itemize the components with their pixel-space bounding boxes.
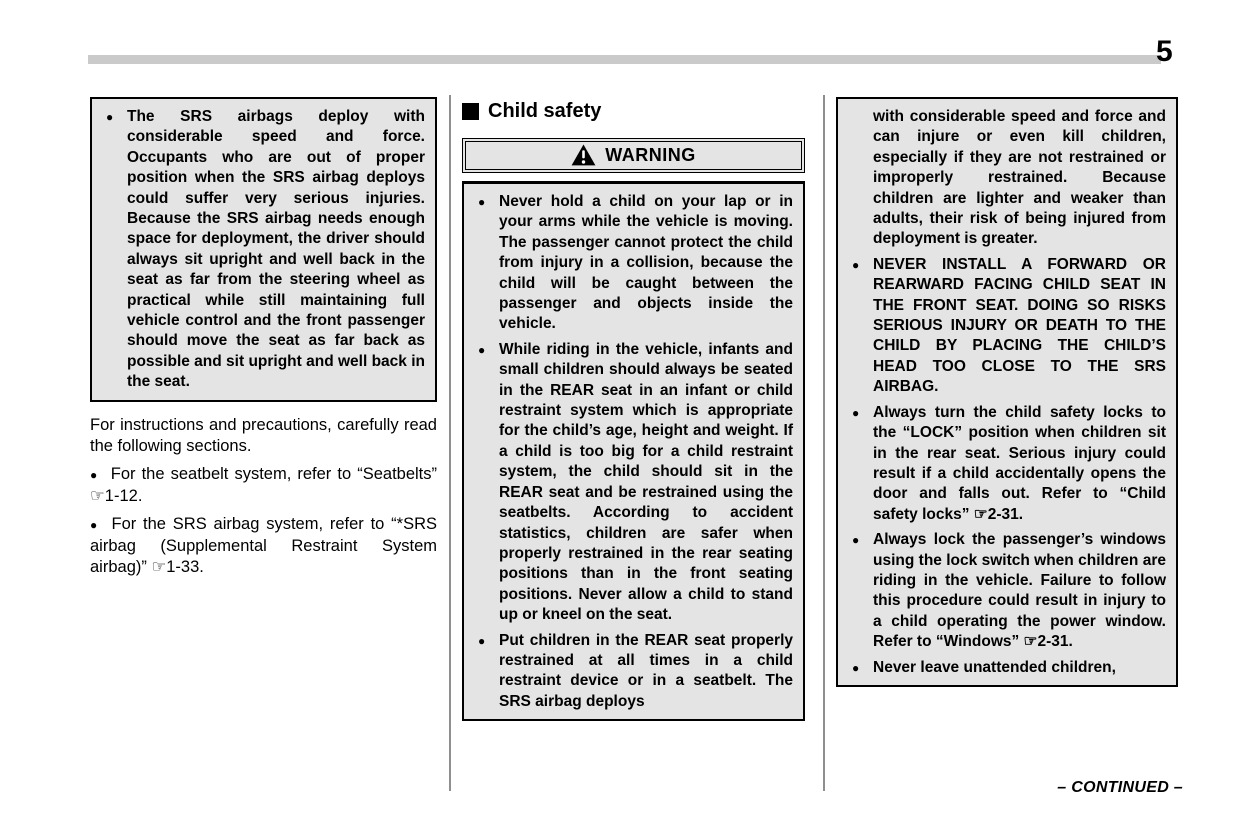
left-column	[90, 97, 437, 578]
middle-column	[462, 97, 805, 721]
warning-text: with considerable speed and force and can injure or even kill children, especially if they are not restrained or improperly restrained. Because children are lighter and weaker than adults, their risk of being injured from deployment is greater.	[873, 108, 1166, 248]
page-number: 5	[1156, 35, 1173, 68]
warning-text: Never leave unattended children,	[873, 658, 1116, 676]
continued-label: – CONTINUED –	[1057, 779, 1183, 796]
section-square-icon	[462, 103, 479, 120]
intro-text: For instructions and precautions, carefully read the following sections.	[90, 415, 437, 455]
warning-header	[462, 138, 805, 173]
bullet-icon	[90, 465, 111, 483]
section-title: Child safety	[488, 99, 602, 122]
bullet-icon	[846, 658, 873, 678]
caution-text: The SRS airbags deploy with considerable speed and force. Occupants who are out of proper position when the SRS airbag deploys could suffer very serious injuries. Because the SRS airbag needs enough space for deployment, the driver should always sit upright and well back in the seat as far from the steering wheel as practical while still maintaining full vehicle control and the front passenger should move the seat as far back as possible and sit upright and well back in the seat.	[127, 108, 425, 391]
reference-item-srs-airbag	[90, 514, 437, 578]
bullet-icon	[472, 340, 499, 626]
reference-text: For the seatbelt system, refer to “Seatbelts” ☞1-12.	[90, 464, 438, 505]
warning-box	[462, 181, 805, 721]
warning-text: Always turn the child safety locks to the “LOCK” position when children sit in the rear seat. Serious injury could result if a child accidentally opens the door and falls out. Refer to “Child safety locks” ☞2-31.	[873, 403, 1166, 523]
bullet-icon	[90, 515, 111, 533]
bullet-icon	[472, 192, 499, 335]
warning-text: While riding in the vehicle, infants and small children should always be seated in the REAR seat in an infant or child restraint system which is appropriate for the child’s age, height and weight. If a child is too big for a child restraint system, the child should sit in the REAR seat and be restrained using the seatbelts. According to accident statistics, children are safer when properly restrained in the rear seating positions than in the front seating positions. Never allow a child to stand up or kneel on the seat.	[499, 340, 793, 624]
caution-bullet-item	[100, 107, 425, 393]
warning-header-inner	[465, 141, 802, 170]
warning-item	[846, 403, 1166, 525]
warning-text: Always lock the passenger’s windows using the lock switch when children are riding in the vehicle. Failure to follow this procedure could result in injury to a child operating the power window. Refer to “Windows” ☞2-31.	[873, 531, 1166, 651]
warning-continuation	[846, 107, 1166, 250]
warning-item	[846, 530, 1166, 652]
caution-box	[90, 97, 437, 402]
warning-text: NEVER INSTALL A FORWARD OR REARWARD FACING CHILD SEAT IN THE FRONT SEAT. DOING SO RISKS SERIOUS INJURY OR DEATH TO THE CHILD BY PLACING THE CHILD’S HEAD TOO CLOSE TO THE SRS AIRBAG.	[873, 255, 1166, 396]
bullet-icon	[100, 107, 127, 393]
bullet-icon	[846, 255, 873, 398]
bullet-icon	[472, 631, 499, 713]
bullet-icon	[846, 403, 873, 525]
warning-item	[846, 255, 1166, 398]
warning-text: Never hold a child on your lap or in your arms while the vehicle is moving. The passenger cannot protect the child from injury in a collision, because the child will be caught between the passenger and objects inside the vehicle.	[499, 193, 793, 333]
warning-item	[846, 658, 1166, 678]
column-divider	[449, 95, 451, 791]
warning-item	[472, 192, 793, 335]
indent-spacer	[846, 107, 873, 250]
section-heading	[462, 99, 805, 123]
warning-box-continued	[836, 97, 1178, 687]
reference-text: For the SRS airbag system, refer to “*SRS airbag (Supplemental Restraint System airbag)” ☞1-33.	[90, 514, 437, 576]
bullet-icon	[846, 530, 873, 652]
warning-text: Put children in the REAR seat properly restrained at all times in a child restraint device or in a seatbelt. The SRS airbag deploys	[499, 631, 793, 710]
column-divider	[823, 95, 825, 791]
warning-item	[472, 631, 793, 713]
warning-item	[472, 340, 793, 626]
right-column	[836, 97, 1178, 687]
warning-label: WARNING	[605, 144, 696, 165]
reference-item-seatbelts	[90, 464, 437, 507]
header-rule	[88, 55, 1161, 64]
warning-triangle-icon	[571, 144, 596, 166]
